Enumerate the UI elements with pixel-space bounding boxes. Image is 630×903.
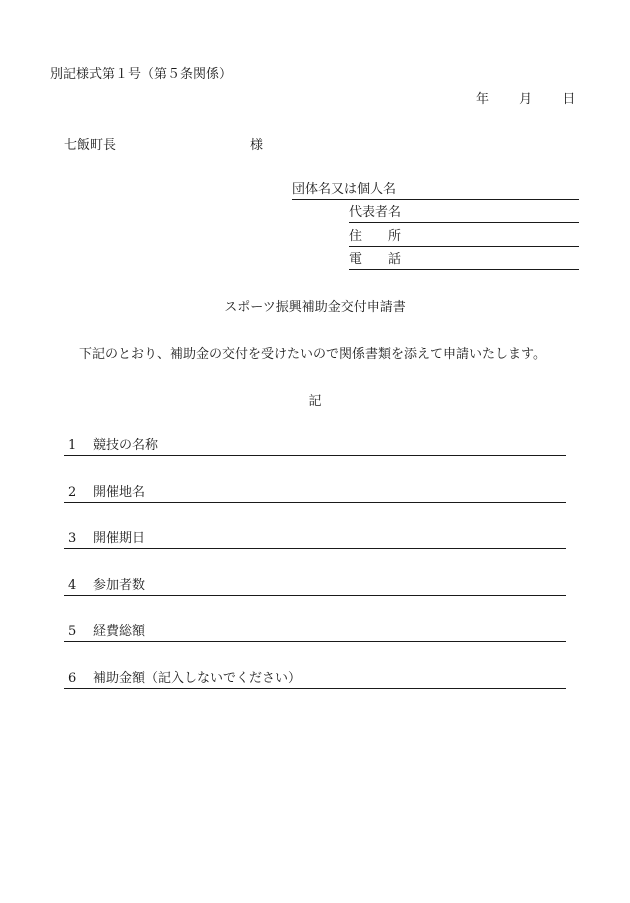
item-label: 競技の名称 [93, 438, 159, 453]
item-number: 5 [68, 624, 77, 639]
item-number: 2 [68, 485, 77, 500]
item-venue[interactable] [64, 485, 566, 503]
item-number: 4 [68, 578, 77, 593]
date-month: 月 [519, 92, 533, 107]
item-number: 1 [68, 438, 77, 453]
statement: 下記のとおり、補助金の交付を受けたいので関係書類を添えて申請いたします。 [79, 347, 546, 362]
item-subsidy-amount[interactable] [64, 671, 566, 689]
representative-label: 代表者名 [349, 205, 402, 220]
address-label: 住 所 [349, 229, 402, 244]
phone-field[interactable] [349, 253, 579, 270]
group-name-field[interactable] [292, 183, 579, 200]
item-number: 3 [68, 531, 77, 546]
date-line [476, 93, 575, 106]
item-participants[interactable] [64, 578, 566, 596]
item-label: 経費総額 [93, 624, 146, 639]
phone-label: 電 話 [349, 252, 402, 267]
date-day: 日 [562, 92, 576, 107]
item-label: 参加者数 [93, 578, 146, 593]
item-total-cost[interactable] [64, 624, 566, 642]
addressee-name: 七飯町長 [64, 138, 117, 153]
item-number: 6 [68, 671, 77, 686]
group-name-label: 団体名又は個人名 [292, 182, 397, 197]
addressee-honorific: 様 [250, 138, 264, 153]
item-label: 開催期日 [93, 531, 146, 546]
date-year: 年 [476, 92, 490, 107]
ki-heading: 記 [308, 394, 322, 409]
item-dates[interactable] [64, 531, 566, 549]
representative-field[interactable] [349, 206, 579, 223]
document-title: スポーツ振興補助金交付申請書 [224, 300, 406, 315]
item-event-name[interactable] [64, 438, 566, 456]
form-label: 別記様式第１号（第５条関係） [50, 67, 233, 82]
address-field[interactable] [349, 230, 579, 247]
item-label: 補助金額（記入しないでください） [93, 671, 302, 686]
addressee [64, 138, 264, 153]
item-label: 開催地名 [93, 485, 146, 500]
